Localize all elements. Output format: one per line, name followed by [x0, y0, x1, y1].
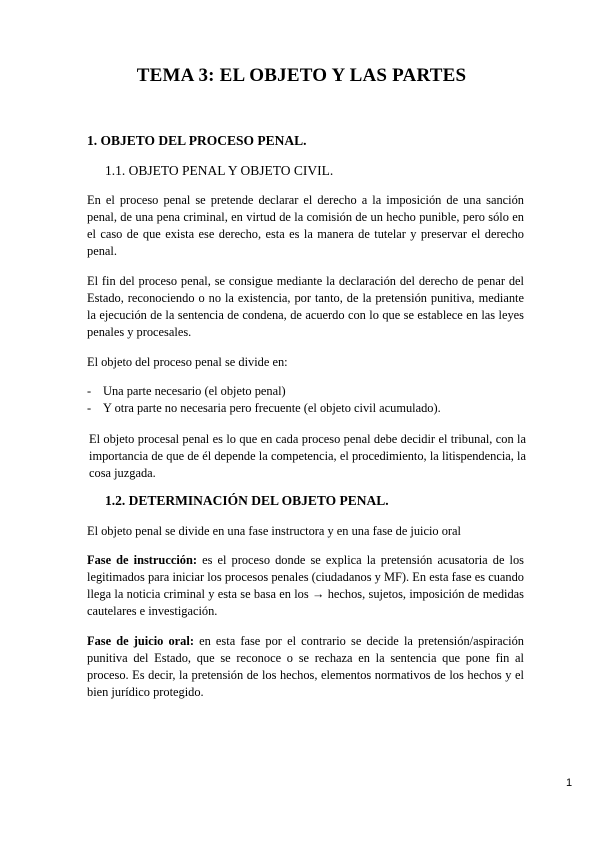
- paragraph: El objeto del proceso penal se divide en:: [87, 355, 288, 369]
- list-item: - Una parte necesario (el objeto penal): [87, 383, 524, 400]
- section-heading: 1. OBJETO DEL PROCESO PENAL.: [87, 133, 307, 148]
- term-label: Fase de juicio oral:: [87, 634, 194, 648]
- list-item: - Y otra parte no necesaria pero frecuente (el objeto civil acumulado).: [87, 400, 524, 417]
- paragraph: [87, 633, 524, 701]
- paragraph: El objeto procesal penal es lo que en cada proceso penal debe decidir el tribunal, con la importancia de que de él depende la competencia, el procedimiento, la litispendencia, la cosa juzgada.: [89, 432, 526, 480]
- paragraph: En el proceso penal se pretende declarar el derecho a la imposición de una sanción penal, de una pena criminal, en virtud de la comisión de un hecho punible, pero sólo en el caso de que exista ese derecho, esta es la manera de tutelar y preservar el derecho penal.: [87, 193, 524, 258]
- page-number: 1: [566, 777, 573, 789]
- bullet-list: [87, 383, 524, 417]
- subsection-heading: 1.1. OBJETO PENAL Y OBJETO CIVIL.: [105, 163, 334, 178]
- subsection-heading: 1.2. DETERMINACIÓN DEL OBJETO PENAL.: [105, 493, 389, 508]
- paragraph: [87, 552, 524, 620]
- paragraph-text: es el proceso donde se explica la pretensión acusatoria de los legitimados para iniciar los procesos penales (ciudadanos y MF). En esta fase es cuando llega la noticia criminal y esta se basa en los → hechos, sujetos, imposición de medidas cautelares e investigación.: [87, 553, 525, 618]
- page-title: TEMA 3: EL OBJETO Y LAS PARTES: [136, 65, 467, 86]
- paragraph: El objeto penal se divide en una fase instructora y en una fase de juicio oral: [87, 524, 461, 538]
- term-label: Fase de instrucción:: [87, 553, 197, 567]
- paragraph: El fin del proceso penal, se consigue mediante la declaración del derecho de penar del Estado, reconociendo o no la existencia, por tanto, de la pretensión punitiva, mediante la ejecución de la sentencia de condena, de acuerdo con lo que se establece en las leyes penales y procesales.: [87, 274, 524, 339]
- paragraph-text: en esta fase por el contrario se decide la pretensión/aspiración punitiva del Estado, que se reconoce o se rechaza en la sentencia que pone fin al proceso. Es decir, la pretensión de los hechos, elementos normativos de los hechos y el bien jurídico protegido.: [87, 634, 524, 699]
